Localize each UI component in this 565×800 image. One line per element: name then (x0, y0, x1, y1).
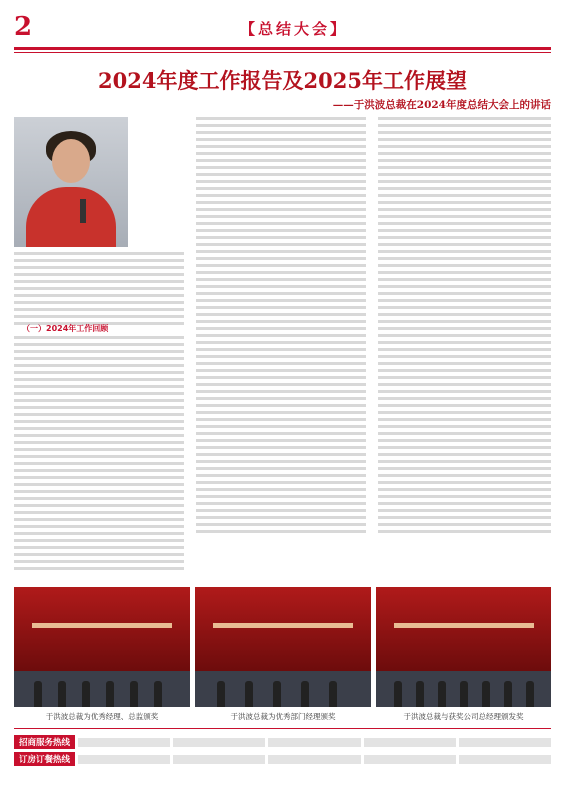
subheadline: ——于洪波总裁在2024年度总结大会上的讲话 (332, 99, 551, 111)
page-number: 2 (14, 12, 33, 42)
header-rule-thin (14, 52, 551, 53)
photo-caption-1: 于洪波总裁为优秀经理、总监颁奖 (45, 712, 159, 721)
footer-row-investment (14, 735, 551, 749)
page-header (0, 0, 565, 60)
award-photo-3 (376, 587, 551, 707)
article-column-1 (14, 336, 184, 574)
headline: 2024年度工作报告及2025年工作展望 (98, 68, 467, 93)
article-column-3 (378, 117, 551, 537)
footer-label-booking: 订房订餐热线 (14, 752, 75, 766)
photo-caption-2: 于洪波总裁为优秀部门经理颁奖 (230, 712, 336, 721)
section-heading-1: （一）2024年工作回顾 (22, 324, 109, 333)
award-photo-1 (14, 587, 190, 707)
header-rule (14, 47, 551, 50)
article-column-2 (196, 117, 366, 537)
award-photo-2 (195, 587, 371, 707)
speaker-photo (14, 117, 128, 247)
section-tag: 【总结大会】 (240, 20, 349, 38)
footer-row-booking (14, 752, 551, 766)
article-column-1-intro (14, 252, 184, 329)
footer-label-investment: 招商服务热线 (14, 735, 75, 749)
footer-rule (14, 728, 551, 729)
photo-caption-3: 于洪波总裁与获奖公司总经理颁发奖 (403, 712, 524, 721)
